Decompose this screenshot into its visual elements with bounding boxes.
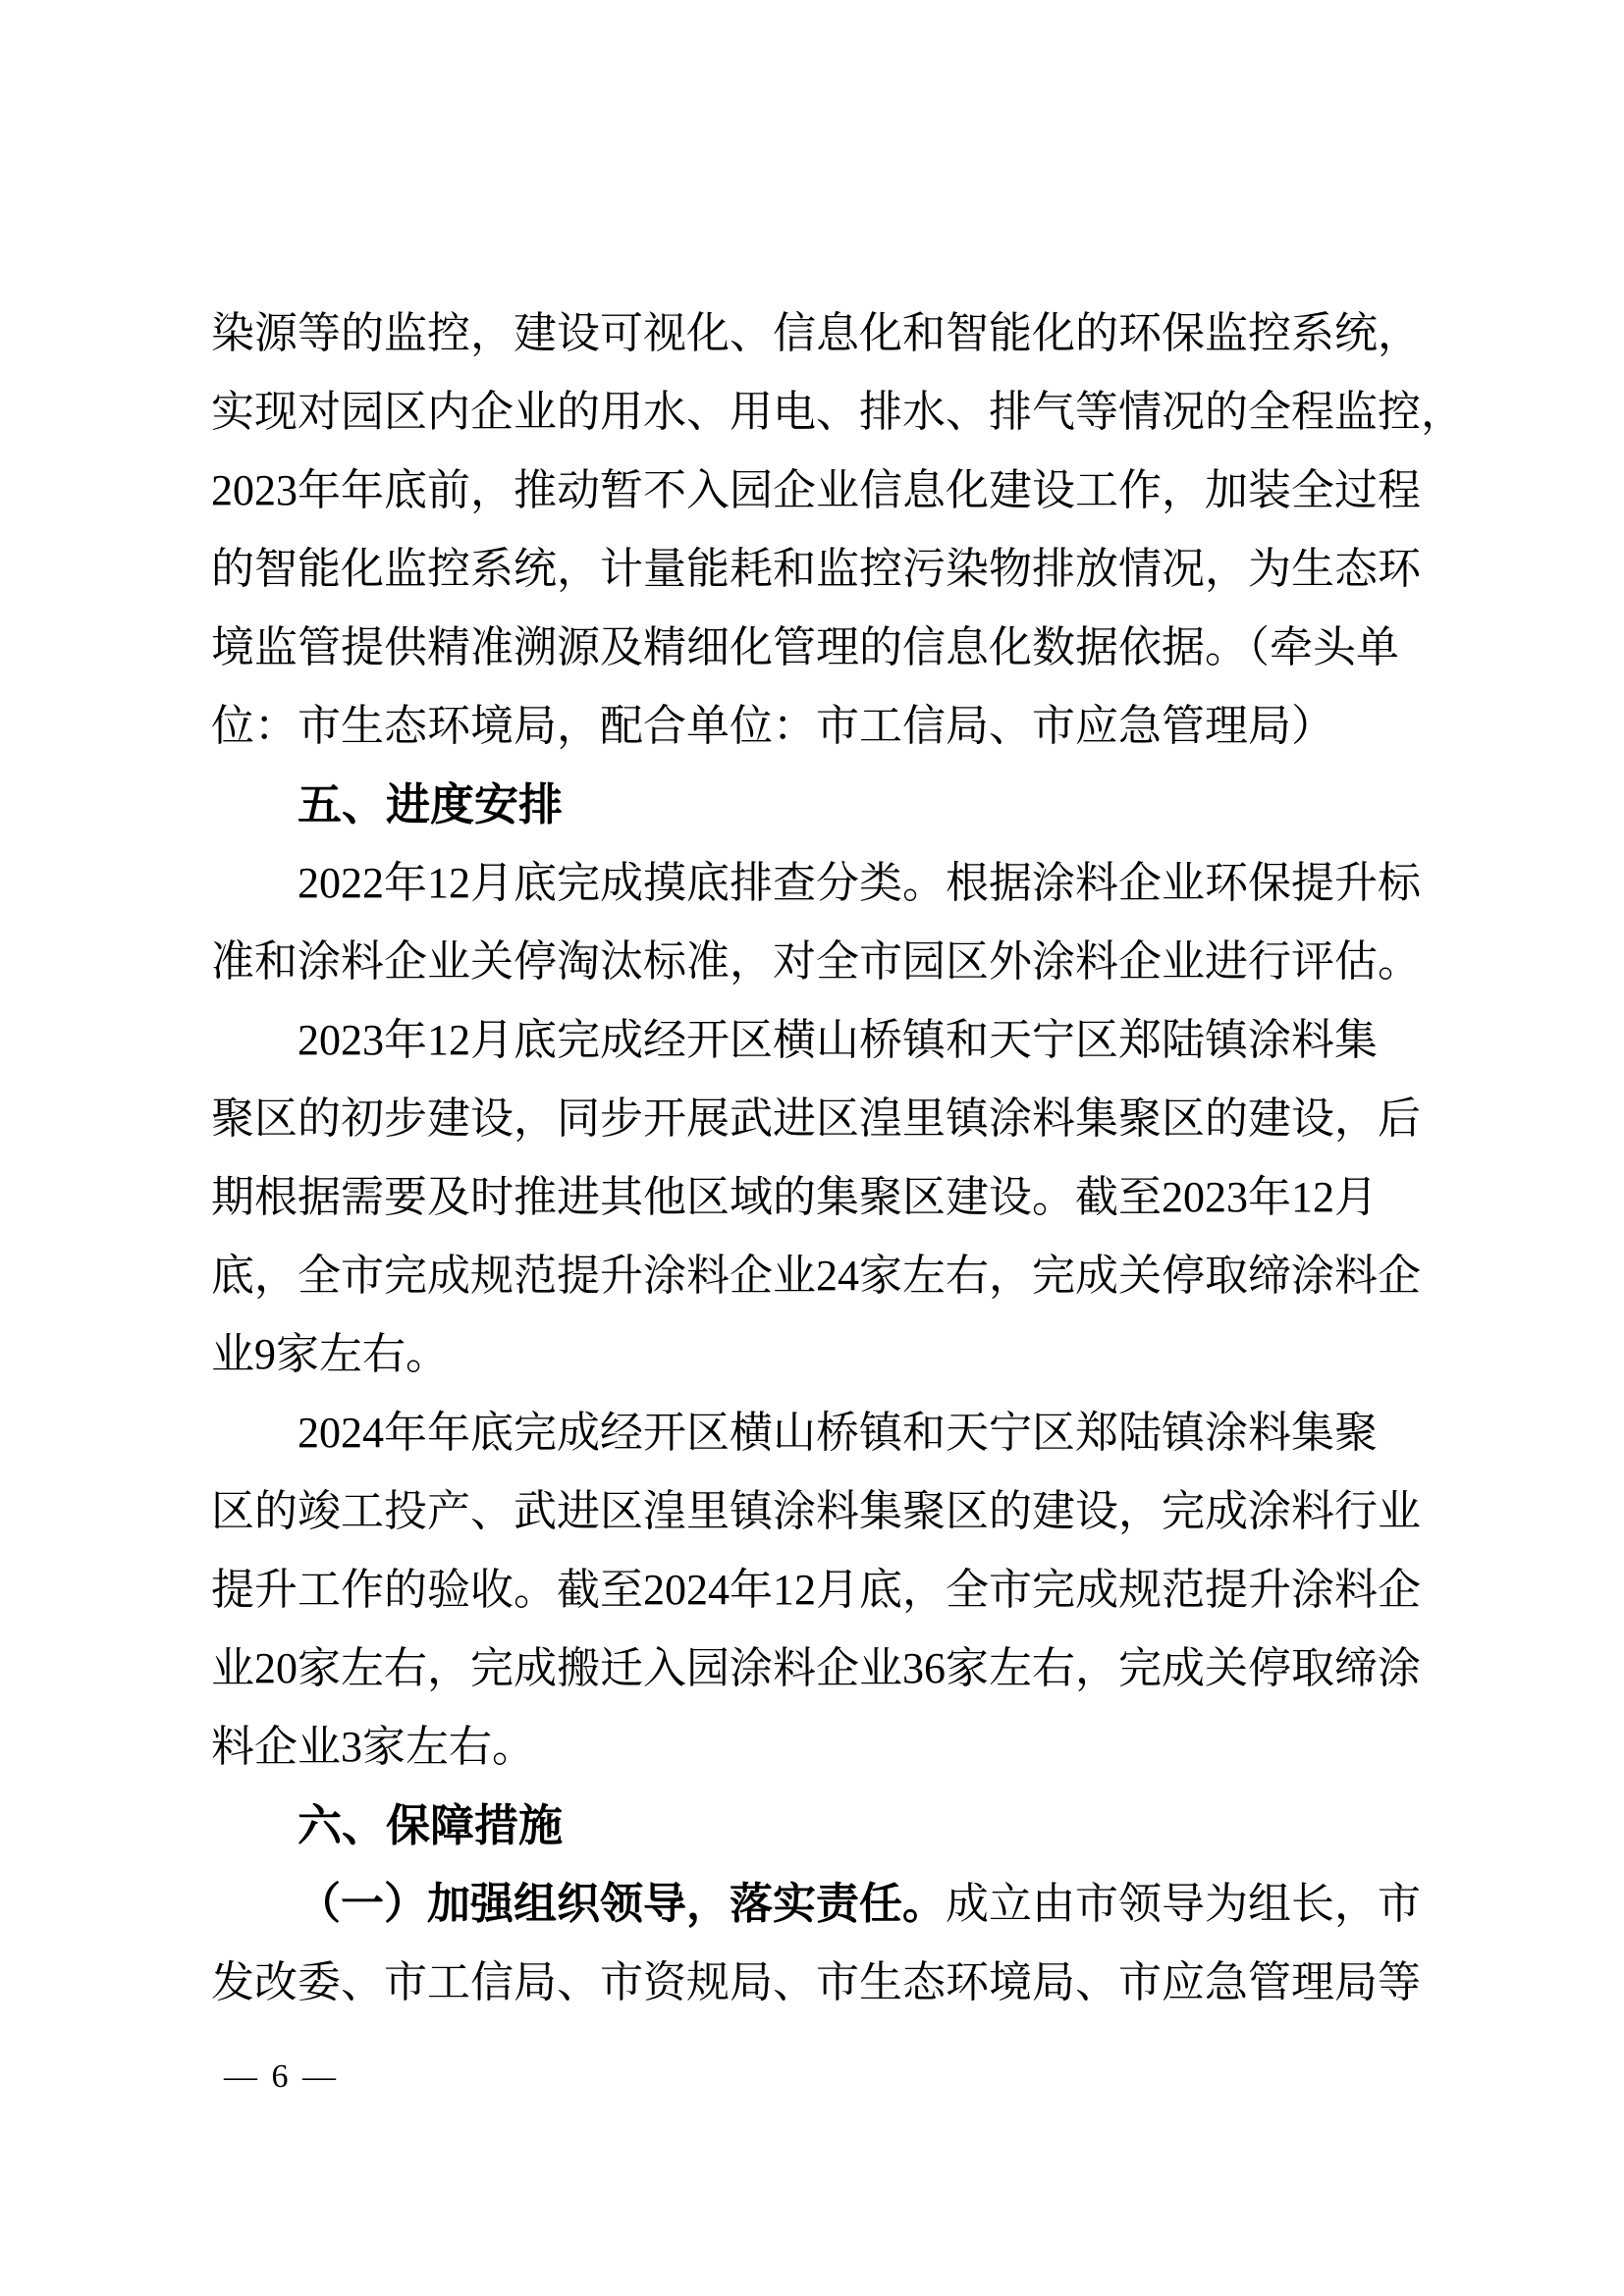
text-line: 料企业3家左右。 (211, 1723, 535, 1771)
text-line: 染源等的监控，建设可视化、信息化和智能化的环保监控系统， (211, 309, 1421, 357)
text-line: 业9家左右。 (211, 1330, 449, 1378)
text-line: 准和涂料企业关停淘汰标准，对全市园区外涂料企业进行评估。 (211, 937, 1421, 986)
text-line: 发改委、市工信局、市资规局、市生态环境局、市应急管理局等 (211, 1958, 1421, 2006)
paragraph-lead-bold: （一）加强组织领导，落实责任。 (298, 1880, 946, 1928)
text-line: 底，全市完成规范提升涂料企业24家左右，完成关停取缔涂料企 (211, 1252, 1421, 1300)
text-line (211, 1865, 1434, 1944)
text-line: 业20家左右，完成搬迁入园涂料企业36家左右，完成关停取缔涂 (211, 1644, 1421, 1692)
text-line: 提升工作的验收。截至2024年12月底，全市完成规范提升涂料企 (211, 1566, 1421, 1614)
text-line: 实现对园区内企业的用水、用电、排水、排气等情况的全程监控， (211, 388, 1464, 436)
text-line: 2023年年底前，推动暂不入园企业信息化建设工作，加装全过程 (211, 466, 1421, 514)
text-line: 位：市生态环境局，配合单位：市工信局、市应急管理局） (211, 702, 1334, 750)
paragraph-text: 成立由市领导为组长，市 (946, 1880, 1421, 1928)
text-line: 2022年12月底完成摸底排查分类。根据涂料企业环保提升标 (298, 859, 1421, 907)
text-line: 2023年12月底完成经开区横山桥镇和天宁区郑陆镇涂料集 (298, 1016, 1378, 1064)
text-line: 期根据需要及时推进其他区域的集聚区建设。截至2023年12月 (211, 1173, 1378, 1221)
section-heading-6: 六、保障措施 (298, 1800, 564, 1850)
page-number: — 6 — (224, 2058, 339, 2095)
text-line: 境监管提供精准溯源及精细化管理的信息化数据依据。（牵头单 (211, 623, 1399, 671)
document-body (211, 294, 1464, 2022)
text-line: 2024年年底完成经开区横山桥镇和天宁区郑陆镇涂料集聚 (298, 1409, 1378, 1457)
section-heading-5: 五、进度安排 (298, 779, 564, 829)
text-line: 区的竣工投产、武进区湟里镇涂料集聚区的建设，完成涂料行业 (211, 1487, 1421, 1535)
text-line: 的智能化监控系统，计量能耗和监控污染物排放情况，为生态环 (211, 545, 1421, 593)
text-line: 聚区的初步建设，同步开展武进区湟里镇涂料集聚区的建设，后 (211, 1095, 1421, 1143)
